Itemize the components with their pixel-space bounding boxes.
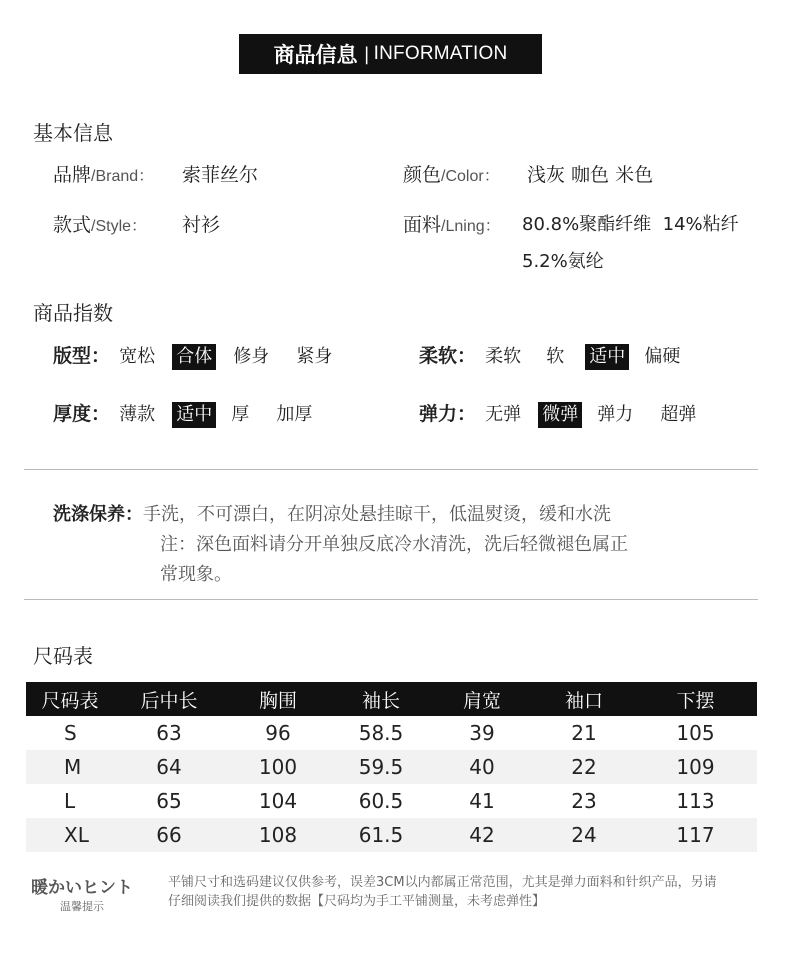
table-cell: 60.5	[358, 789, 404, 813]
table-cell: 23	[571, 789, 597, 813]
thickness-label: 厚度：	[53, 403, 111, 425]
table-cell: 59.5	[332, 750, 430, 784]
softness-group	[419, 341, 684, 370]
thickness-option-thick: 厚	[231, 404, 250, 425]
softness-option-stiff: 偏硬	[644, 346, 681, 367]
style-row	[53, 210, 147, 237]
table-row	[26, 784, 757, 818]
section-title-index: 商品指数	[33, 301, 113, 325]
care-label: 洗涤保养：	[53, 504, 143, 525]
fabric-value-line2: 5.2%氨纶	[522, 251, 604, 272]
header-chest: 胸围	[224, 682, 332, 716]
table-cell: 104	[258, 789, 298, 813]
fit-option-regular-selected: 合体	[172, 344, 216, 370]
header-back-length: 后中长	[114, 682, 224, 716]
brand-label-en: /Brand：	[91, 168, 155, 185]
fit-label: 版型：	[53, 345, 111, 367]
table-cell: 113	[676, 789, 715, 813]
section-title-basic: 基本信息	[33, 121, 113, 145]
fabric-value-line1: 80.8%聚酯纤维 14%粘纤	[522, 214, 739, 235]
table-cell: 21	[571, 721, 597, 745]
tip-logo: 暖かいヒント	[31, 878, 133, 898]
table-cell: 64	[114, 750, 224, 784]
elasticity-group	[419, 399, 700, 428]
thickness-option-extra-thick: 加厚	[276, 404, 313, 425]
table-cell: 24	[534, 818, 634, 852]
thickness-option-medium-selected: 适中	[172, 402, 216, 428]
table-cell: 42	[430, 818, 534, 852]
table-cell: 108	[224, 818, 332, 852]
size-cell: L	[64, 789, 76, 813]
divider-top	[24, 469, 758, 470]
fit-option-loose: 宽松	[119, 346, 156, 367]
style-value: 衬衫	[182, 214, 221, 236]
table-cell: 41	[469, 789, 495, 813]
banner-title: 商品信息	[273, 43, 358, 67]
brand-value: 索菲丝尔	[182, 164, 259, 186]
fit-group	[53, 341, 336, 370]
table-row	[26, 716, 757, 750]
color-label: 颜色	[403, 164, 442, 186]
tip-subtitle: 温馨提示	[60, 900, 104, 913]
elasticity-option-none: 无弹	[485, 404, 522, 425]
color-value: 浅灰 咖色 米色	[527, 164, 654, 186]
table-cell: 117	[634, 818, 757, 852]
thickness-group	[53, 399, 316, 428]
tip-logo-block	[26, 873, 138, 914]
divider-bottom	[24, 599, 758, 600]
size-table-header	[26, 682, 757, 716]
banner-subtitle: INFORMATION	[373, 43, 508, 64]
table-cell: 39	[469, 721, 495, 745]
softness-label: 柔软：	[419, 345, 477, 367]
care-line-1: 手洗，不可漂白，在阴凉处悬挂晾干，低温熨烫，缓和水洗	[143, 504, 611, 525]
elasticity-option-slight-selected: 微弹	[538, 402, 582, 428]
tip-line-2: 仔细阅读我们提供的数据【尺码均为手工平铺测量，未考虑弹性】	[168, 894, 546, 909]
color-label-en: /Color：	[441, 168, 500, 185]
header-hem: 下摆	[634, 682, 757, 716]
size-cell: XL	[26, 818, 114, 852]
fit-option-slim: 修身	[233, 346, 270, 367]
color-row	[403, 160, 500, 187]
thickness-option-thin: 薄款	[119, 404, 156, 425]
table-cell: 96	[265, 721, 291, 745]
care-line-3: 常现象。	[160, 564, 232, 585]
softness-option-slightly-soft: 软	[546, 346, 565, 367]
table-row	[26, 750, 757, 784]
table-cell: 61.5	[332, 818, 430, 852]
softness-option-medium-selected: 适中	[585, 344, 629, 370]
size-table	[26, 682, 757, 852]
size-cell: M	[26, 750, 114, 784]
table-cell: 105	[676, 721, 715, 745]
table-cell: 40	[430, 750, 534, 784]
fabric-label: 面料	[403, 214, 442, 236]
brand-row	[53, 160, 154, 187]
table-cell: 66	[114, 818, 224, 852]
header-size: 尺码表	[26, 682, 114, 716]
table-cell: 65	[156, 789, 182, 813]
care-line-2: 注：深色面料请分开单独反底冷水清洗，洗后轻微褪色属正	[160, 534, 628, 555]
fabric-row	[403, 210, 501, 237]
table-cell: 58.5	[358, 721, 404, 745]
info-banner	[239, 34, 542, 74]
elasticity-label: 弹力：	[419, 403, 477, 425]
elasticity-option-super: 超弹	[660, 404, 697, 425]
softness-option-soft: 柔软	[485, 346, 522, 367]
table-cell: 100	[224, 750, 332, 784]
table-cell: 22	[534, 750, 634, 784]
header-shoulder: 肩宽	[430, 682, 534, 716]
style-label-en: /Style：	[91, 218, 148, 235]
elasticity-option-stretch: 弹力	[597, 404, 634, 425]
care-instructions	[53, 500, 628, 590]
tip-text	[168, 873, 764, 911]
table-cell: 63	[156, 721, 182, 745]
brand-label: 品牌	[53, 164, 92, 186]
fit-option-tight: 紧身	[296, 346, 333, 367]
tip-line-1: 平铺尺寸和选码建议仅供参考，误差3CM以内都属正常范围，尤其是弹力面料和针织产品，另请	[168, 875, 717, 890]
style-label: 款式	[53, 214, 92, 236]
section-title-size: 尺码表	[33, 644, 93, 668]
banner-separator: |	[363, 43, 370, 65]
table-row	[26, 818, 757, 852]
table-cell: 109	[634, 750, 757, 784]
header-cuff: 袖口	[534, 682, 634, 716]
size-cell: S	[64, 721, 77, 745]
header-sleeve-length: 袖长	[332, 682, 430, 716]
fabric-label-en: /Lning：	[441, 218, 501, 235]
